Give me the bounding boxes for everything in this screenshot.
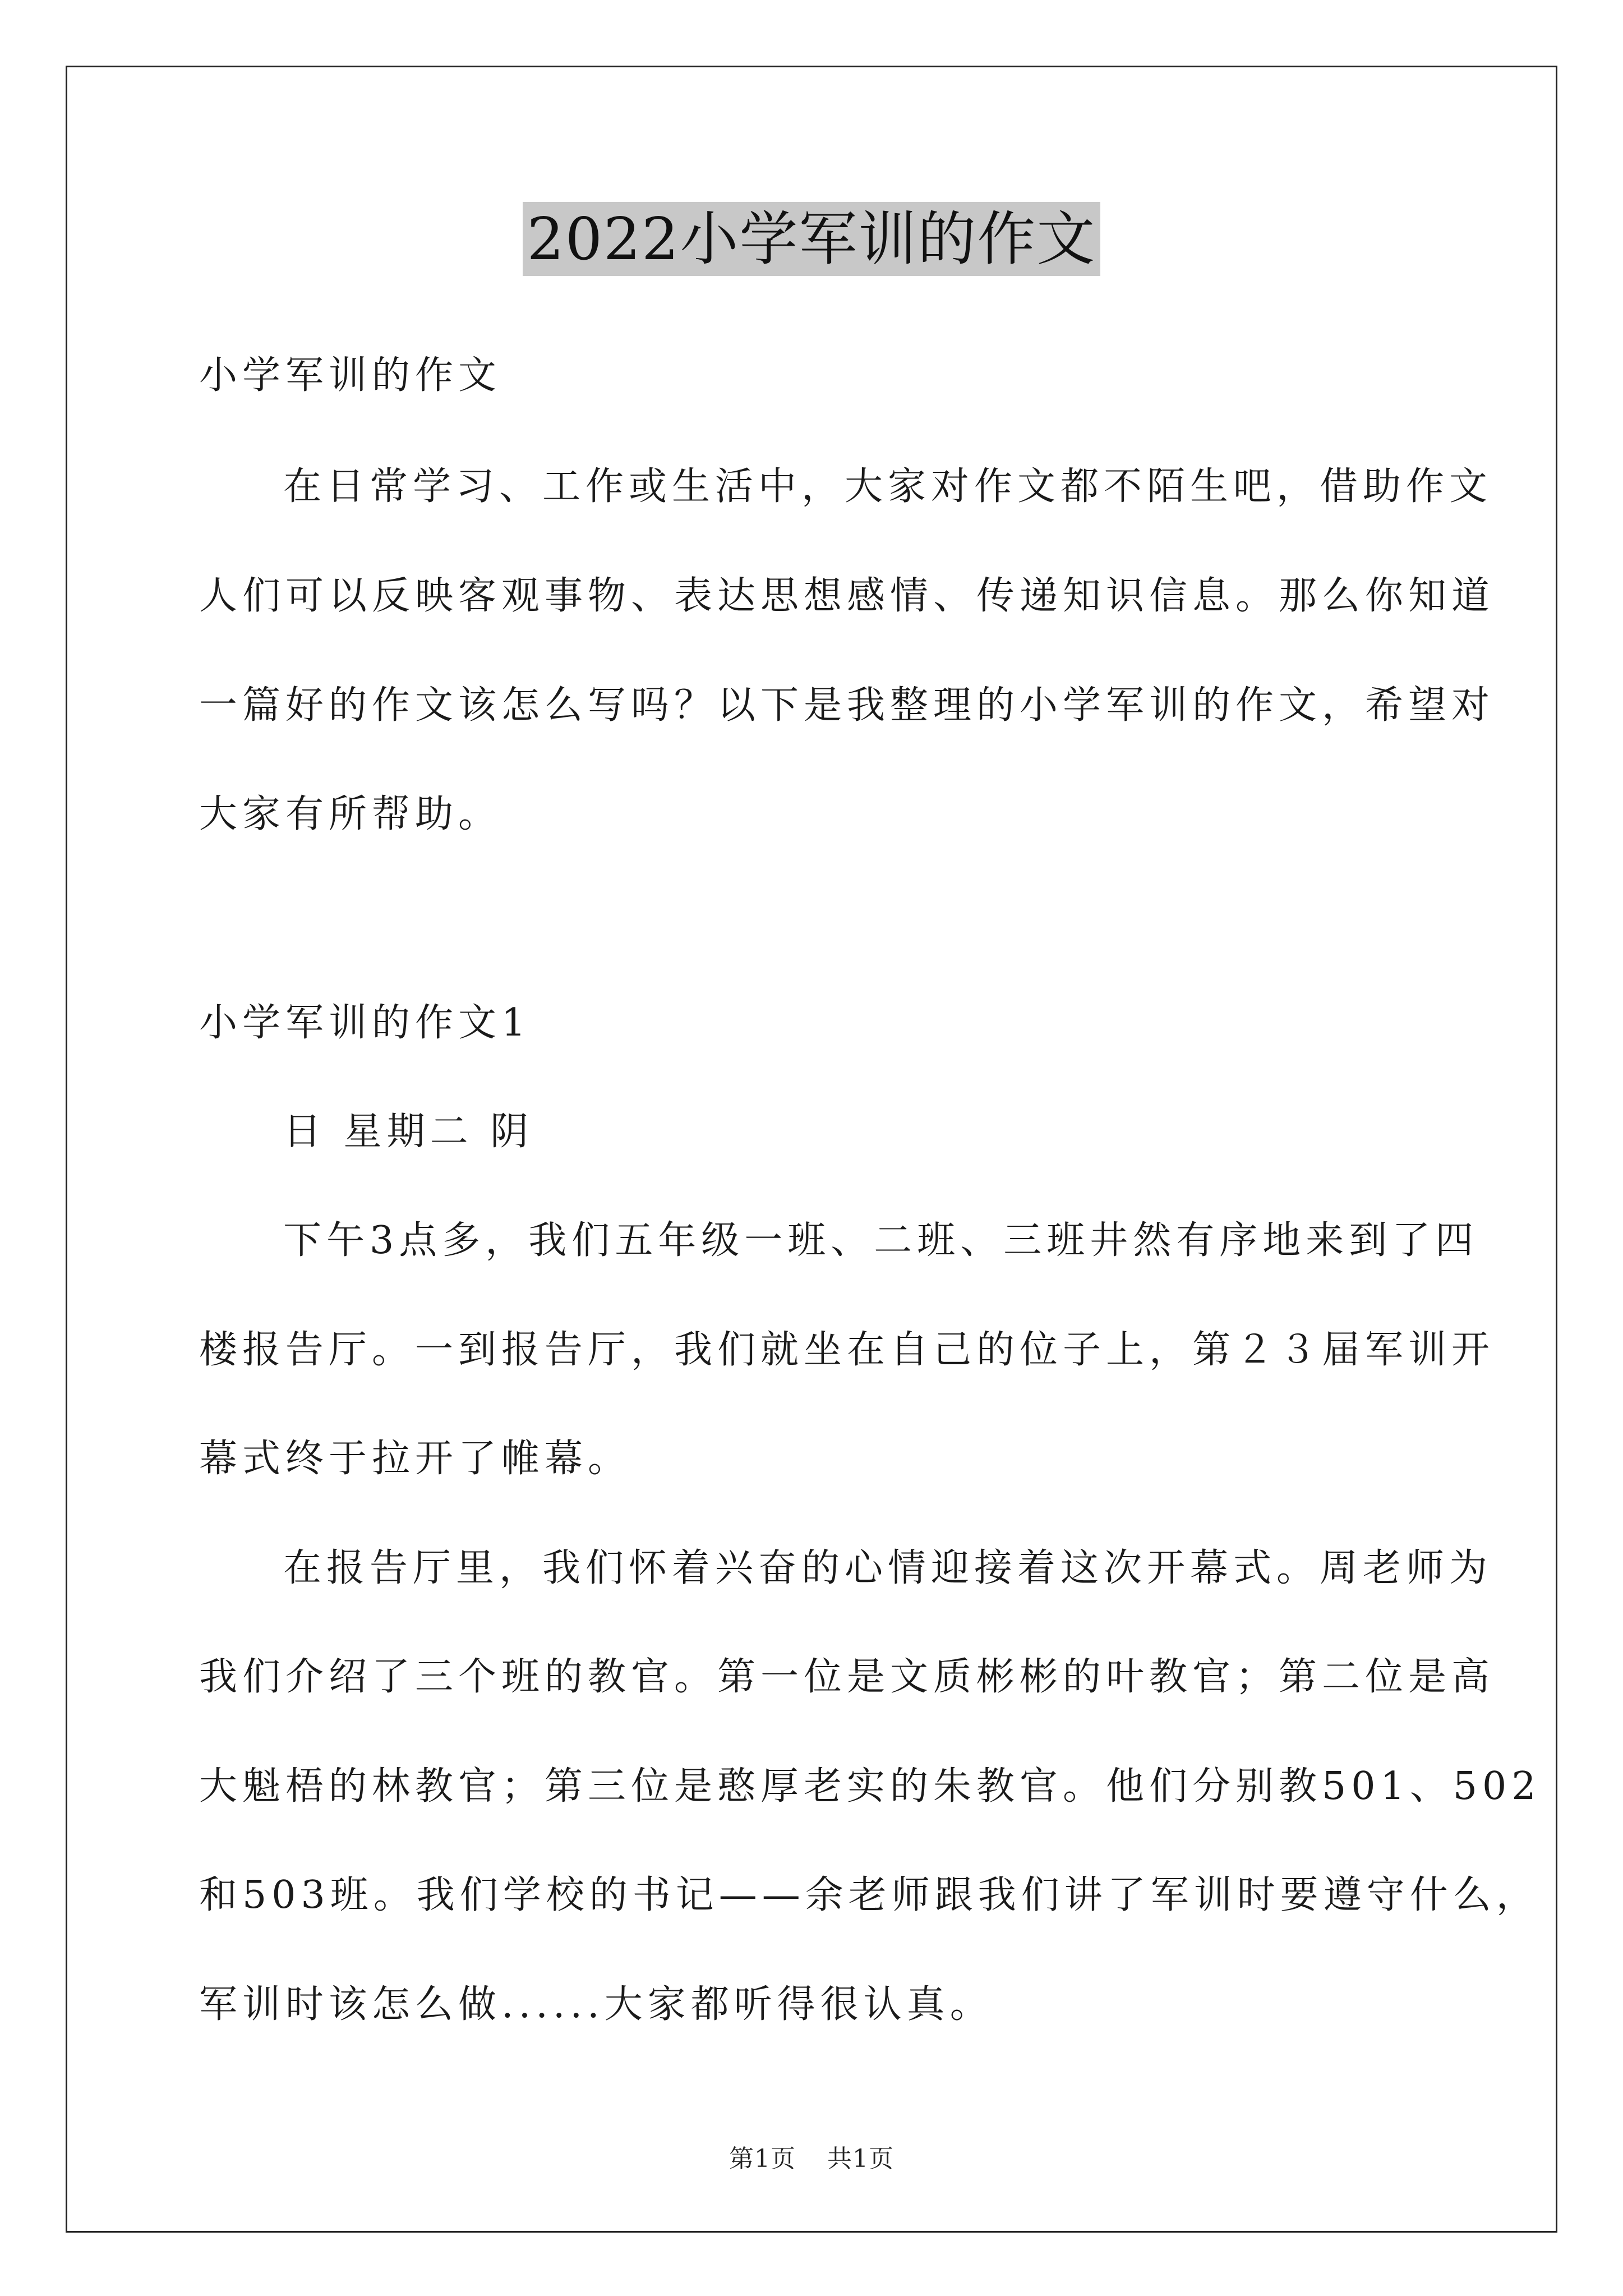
document-title: 2022小学军训的作文 bbox=[523, 202, 1101, 276]
para2-line-2: 我们介绍了三个班的教官。第一位是文质彬彬的叶教官；第二位是高 bbox=[199, 1655, 1495, 1699]
page-number-total: 共1页 bbox=[827, 2145, 894, 2173]
date-line: 日 星期二 阴 bbox=[283, 1110, 534, 1154]
subtitle: 小学军训的作文 bbox=[199, 353, 502, 398]
para1-line-1: 下午3点多，我们五年级一班、二班、三班井然有序地来到了四 bbox=[283, 1218, 1479, 1263]
para1-line-2: 楼报告厅。一到报告厅，我们就坐在自己的位子上，第２３届军训开 bbox=[199, 1328, 1495, 1372]
para2-line-5: 军训时该怎么做......大家都听得很认真。 bbox=[199, 1982, 993, 2027]
intro-line-2: 人们可以反映客观事物、表达思想感情、传递知识信息。那么你知道 bbox=[199, 574, 1495, 618]
title-container bbox=[0, 202, 1623, 276]
intro-line-1: 在日常学习、工作或生活中，大家对作文都不陌生吧，借助作文 bbox=[283, 464, 1493, 509]
page-footer bbox=[0, 2138, 1623, 2174]
para2-line-4: 和503班。我们学校的书记——余老师跟我们讲了军训时要遵守什么， bbox=[199, 1873, 1539, 1917]
section-heading: 小学军训的作文1 bbox=[199, 1001, 531, 1045]
page-number-current: 第1页 bbox=[729, 2145, 796, 2173]
para2-line-1: 在报告厅里，我们怀着兴奋的心情迎接着这次开幕式。周老师为 bbox=[283, 1546, 1493, 1590]
para2-line-3: 大魁梧的林教官；第三位是憨厚老实的朱教官。他们分别教501、502 bbox=[199, 1764, 1541, 1809]
intro-line-3: 一篇好的作文该怎么写吗？以下是我整理的小学军训的作文，希望对 bbox=[199, 683, 1495, 728]
para1-line-3: 幕式终于拉开了帷幕。 bbox=[199, 1437, 631, 1481]
intro-line-4: 大家有所帮助。 bbox=[199, 792, 502, 836]
